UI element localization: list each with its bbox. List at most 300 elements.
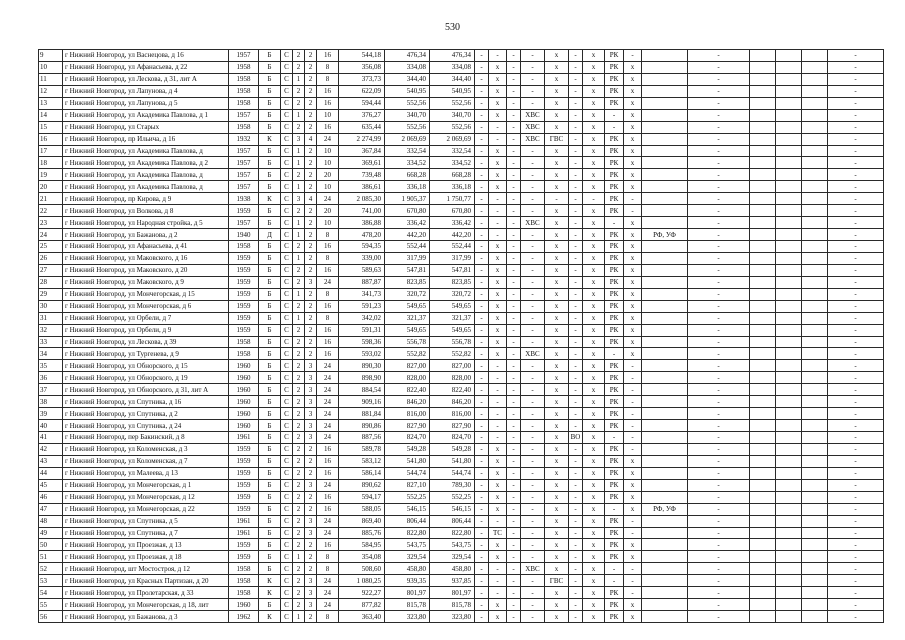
table-cell: 3 [293,193,305,205]
table-cell [642,515,688,527]
table-cell: 376,27 [339,109,385,121]
table-cell [776,432,802,444]
table-cell: ХВС [521,348,545,360]
table-cell: - [569,252,583,264]
table-cell: 823,85 [430,276,475,288]
table-cell [776,61,802,73]
table-cell [642,527,688,539]
table-cell: х [583,348,605,360]
table-cell: 887,87 [339,276,385,288]
table-cell: - [569,217,583,229]
table-cell: х [489,467,507,479]
table-cell [776,288,802,300]
table-cell: х [545,121,569,133]
table-cell: - [569,348,583,360]
row-number-cell: 46 [39,491,63,503]
table-cell: 386,61 [339,181,385,193]
table-cell: х [583,527,605,539]
table-cell: 2 [293,336,305,348]
table-cell [750,288,776,300]
table-cell: 2 [293,324,305,336]
table-cell: С [281,324,293,336]
table-cell: - [521,145,545,157]
table-cell [802,467,828,479]
row-number-cell: 20 [39,181,63,193]
table-cell: РК [605,443,624,455]
table-cell: х [489,611,507,623]
table-cell: - [688,229,750,241]
table-cell [802,121,828,133]
table-cell: х [583,241,605,253]
table-cell: - [521,551,545,563]
table-cell: С [281,396,293,408]
table-cell [802,264,828,276]
table-cell: 323,80 [430,611,475,623]
table-cell: 2 [305,205,317,217]
table-row [39,264,884,276]
row-number-cell: 22 [39,205,63,217]
table-cell: - [521,396,545,408]
address-cell: г Нижний Новгород, ул Обнорского, д 19 [63,372,229,384]
table-cell: х [583,264,605,276]
table-cell: - [507,503,521,515]
table-cell: - [521,527,545,539]
table-cell [750,503,776,515]
table-cell: 2 [293,300,305,312]
table-cell: С [281,503,293,515]
row-number-cell: 32 [39,324,63,336]
table-cell: х [583,539,605,551]
table-cell: 2 [293,599,305,611]
table-cell: - [828,455,884,467]
address-cell: г Нижний Новгород, ул Мончегорская, д 18, лит [63,599,229,611]
table-cell: Б [259,491,281,503]
table-cell: 24 [317,599,339,611]
table-cell: - [475,575,489,587]
table-cell: - [688,97,750,109]
table-cell [642,50,688,62]
table-cell: х [545,145,569,157]
table-cell: - [475,551,489,563]
table-cell: - [828,276,884,288]
table-cell: х [624,121,642,133]
table-cell: 2 [305,348,317,360]
table-cell: 815,78 [430,599,475,611]
table-cell: - [569,300,583,312]
table-cell: - [521,300,545,312]
table-cell [802,300,828,312]
table-cell: Б [259,372,281,384]
table-cell: Б [259,396,281,408]
table-cell: - [507,551,521,563]
table-cell: 332,54 [385,145,430,157]
table-cell: - [624,360,642,372]
table-cell: х [624,73,642,85]
table-cell: 8 [317,611,339,623]
table-cell: 8 [317,229,339,241]
table-cell: 552,82 [385,348,430,360]
table-cell: - [688,455,750,467]
table-cell: - [828,372,884,384]
table-cell: Б [259,563,281,575]
table-cell: РК [605,276,624,288]
address-cell: г Нижний Новгород, ул Академика Павлова, д [63,181,229,193]
table-cell: х [624,276,642,288]
table-cell: С [281,85,293,97]
row-number-cell: 27 [39,264,63,276]
table-cell: х [545,420,569,432]
table-cell [750,611,776,623]
table-cell: 547,81 [385,264,430,276]
table-cell: 329,54 [430,551,475,563]
table-cell: х [545,205,569,217]
table-cell: К [259,193,281,205]
table-cell: 24 [317,479,339,491]
table-cell [750,312,776,324]
row-number-cell: 40 [39,420,63,432]
table-cell: 8 [317,551,339,563]
table-cell: 552,82 [430,348,475,360]
table-cell: С [281,408,293,420]
table-cell: - [688,50,750,62]
table-cell: - [828,241,884,253]
table-cell: 16 [317,300,339,312]
table-cell: ХВС [521,217,545,229]
table-cell: - [828,336,884,348]
table-cell: 544,74 [430,467,475,479]
table-cell: х [545,479,569,491]
table-cell: С [281,205,293,217]
table-cell: - [521,455,545,467]
table-cell: ГВС [545,575,569,587]
table-cell [642,372,688,384]
table-cell: - [489,50,507,62]
table-cell: - [569,515,583,527]
table-cell: 321,37 [385,312,430,324]
table-cell: РК [605,384,624,396]
table-row [39,611,884,623]
table-cell: х [583,575,605,587]
table-cell: - [828,611,884,623]
table-cell: 1 [293,252,305,264]
table-cell: х [489,455,507,467]
table-cell [802,575,828,587]
table-cell: 2 [293,420,305,432]
table-row [39,300,884,312]
table-cell: 341,73 [339,288,385,300]
table-cell: Б [259,455,281,467]
address-cell: г Нижний Новгород, ул Тургенева, д 9 [63,348,229,360]
table-cell: 16 [317,348,339,360]
table-row [39,503,884,515]
table-cell: - [489,360,507,372]
table-cell: - [475,336,489,348]
table-cell: - [521,515,545,527]
table-cell: Б [259,527,281,539]
table-row [39,455,884,467]
table-cell: - [828,467,884,479]
table-cell: 1959 [229,312,259,324]
table-cell: 16 [317,241,339,253]
table-cell: - [475,384,489,396]
table-cell [750,109,776,121]
table-cell: х [489,539,507,551]
table-cell: РК [605,599,624,611]
row-number-cell: 29 [39,288,63,300]
row-number-cell: 17 [39,145,63,157]
table-cell [802,252,828,264]
table-cell [750,300,776,312]
table-cell: 1957 [229,50,259,62]
table-cell [802,145,828,157]
table-cell: - [828,300,884,312]
table-cell: - [624,587,642,599]
table-cell: х [545,491,569,503]
table-cell: 8 [317,61,339,73]
table-cell: 877,82 [339,599,385,611]
table-cell: 827,00 [430,360,475,372]
table-cell: 16 [317,85,339,97]
table-cell [642,157,688,169]
table-cell: 2 [305,109,317,121]
table-cell [750,408,776,420]
table-cell: Б [259,121,281,133]
table-row [39,372,884,384]
table-cell: - [475,133,489,145]
table-cell: 8 [317,312,339,324]
table-cell: 1958 [229,61,259,73]
table-cell: х [545,443,569,455]
table-cell: х [583,205,605,217]
table-cell: - [569,384,583,396]
table-cell: х [545,288,569,300]
table-cell [750,217,776,229]
table-cell: - [688,109,750,121]
table-cell: 2 [293,348,305,360]
table-cell: 24 [317,587,339,599]
table-cell: 320,72 [430,288,475,300]
row-number-cell: 41 [39,432,63,444]
table-cell: 334,08 [385,61,430,73]
table-cell: 2 [305,563,317,575]
table-cell: 2 [293,491,305,503]
table-cell: - [475,563,489,575]
row-number-cell: 39 [39,408,63,420]
table-cell [802,241,828,253]
address-cell: г Нижний Новгород, ул Орбели, д 7 [63,312,229,324]
table-cell: - [828,408,884,420]
table-cell: 890,30 [339,360,385,372]
table-cell: 2 [305,611,317,623]
table-cell: х [545,336,569,348]
table-cell: - [688,503,750,515]
table-cell: - [688,563,750,575]
table-cell: х [489,61,507,73]
table-cell: РК [605,97,624,109]
table-cell [776,503,802,515]
table-cell: 344,40 [385,73,430,85]
table-cell: 2 [293,479,305,491]
table-cell: 549,65 [430,324,475,336]
address-cell: г Нижний Новгород, ул Мончегорская, д 15 [63,288,229,300]
table-cell: - [489,193,507,205]
table-cell: Б [259,276,281,288]
table-cell: х [489,145,507,157]
table-cell: 898,90 [339,372,385,384]
table-cell: 1959 [229,455,259,467]
table-cell: - [489,372,507,384]
table-cell: х [624,97,642,109]
table-cell: - [828,479,884,491]
table-cell: РК [605,539,624,551]
table-cell: Б [259,467,281,479]
table-cell [776,455,802,467]
table-cell: - [507,360,521,372]
table-cell: 24 [317,515,339,527]
table-cell: х [489,276,507,288]
table-cell: - [569,85,583,97]
table-cell: х [624,467,642,479]
table-cell: РК [605,157,624,169]
table-cell: - [583,193,605,205]
table-cell: С [281,241,293,253]
table-cell: - [569,587,583,599]
table-cell: - [569,420,583,432]
table-row [39,217,884,229]
table-cell: Б [259,551,281,563]
table-cell: С [281,193,293,205]
table-cell: х [545,396,569,408]
table-cell: х [583,133,605,145]
table-cell: 552,56 [430,121,475,133]
table-cell: х [545,109,569,121]
table-cell: 806,44 [385,515,430,527]
table-cell: Б [259,205,281,217]
table-cell [642,348,688,360]
address-cell: г Нижний Новгород, ул Коломенская, д 7 [63,455,229,467]
row-number-cell: 24 [39,229,63,241]
table-cell: РК [605,300,624,312]
table-cell: 1957 [229,169,259,181]
table-cell [802,312,828,324]
table-cell: - [507,85,521,97]
table-cell: - [624,443,642,455]
table-cell: - [624,515,642,527]
table-row [39,575,884,587]
table-cell: х [545,276,569,288]
table-cell: С [281,479,293,491]
table-cell: 822,40 [430,384,475,396]
table-cell: 2 [305,264,317,276]
table-cell [776,491,802,503]
table-cell: 340,70 [385,109,430,121]
table-cell [642,73,688,85]
table-cell: Б [259,515,281,527]
table-cell: х [583,503,605,515]
table-cell: - [521,288,545,300]
table-cell: - [507,384,521,396]
table-cell: Б [259,157,281,169]
table-cell: 2 069,69 [385,133,430,145]
table-cell [750,73,776,85]
table-row [39,121,884,133]
table-cell: С [281,264,293,276]
table-cell: Б [259,50,281,62]
table-cell: 16 [317,264,339,276]
table-row [39,420,884,432]
address-cell: г Нижний Новгород, шт Мостостроя, д 12 [63,563,229,575]
table-cell: - [688,336,750,348]
table-cell [642,611,688,623]
table-cell: 594,44 [339,97,385,109]
table-cell: - [569,324,583,336]
table-cell: - [624,384,642,396]
table-cell [642,360,688,372]
address-cell: г Нижний Новгород, ул Проезжая, д 13 [63,539,229,551]
table-cell: 1958 [229,97,259,109]
table-cell: Б [259,324,281,336]
table-cell: х [583,491,605,503]
table-cell [802,193,828,205]
table-cell: - [569,527,583,539]
table-cell: х [545,97,569,109]
table-cell: - [475,229,489,241]
table-row [39,169,884,181]
table-cell: - [489,229,507,241]
table-cell: 3 [305,587,317,599]
row-number-cell: 15 [39,121,63,133]
table-cell: - [828,312,884,324]
table-cell: - [828,217,884,229]
table-cell [642,563,688,575]
table-cell: 1959 [229,503,259,515]
table-cell [750,121,776,133]
table-cell: С [281,611,293,623]
table-cell: 2 [305,336,317,348]
table-cell: - [569,169,583,181]
table-cell: х [545,312,569,324]
table-cell: РК [605,455,624,467]
table-cell: - [569,396,583,408]
table-cell [802,491,828,503]
table-cell: РК [605,491,624,503]
table-cell: 846,20 [385,396,430,408]
table-cell: - [828,109,884,121]
table-cell: 336,18 [385,181,430,193]
row-number-cell: 47 [39,503,63,515]
table-cell: 1 [293,611,305,623]
table-cell: 1 [293,73,305,85]
address-cell: г Нижний Новгород, ул Коломенская, д 3 [63,443,229,455]
table-cell: 458,80 [430,563,475,575]
table-cell: 881,84 [339,408,385,420]
table-cell: - [569,467,583,479]
table-cell: - [688,169,750,181]
table-cell: - [828,396,884,408]
table-cell: 1957 [229,157,259,169]
table-cell: - [624,575,642,587]
table-cell [642,109,688,121]
table-cell: х [545,241,569,253]
table-cell: - [475,121,489,133]
table-cell: 869,40 [339,515,385,527]
table-row [39,276,884,288]
table-cell: 827,90 [385,420,430,432]
table-cell: х [489,181,507,193]
table-cell: 3 [305,408,317,420]
table-cell: 16 [317,467,339,479]
table-cell: ХВС [521,133,545,145]
